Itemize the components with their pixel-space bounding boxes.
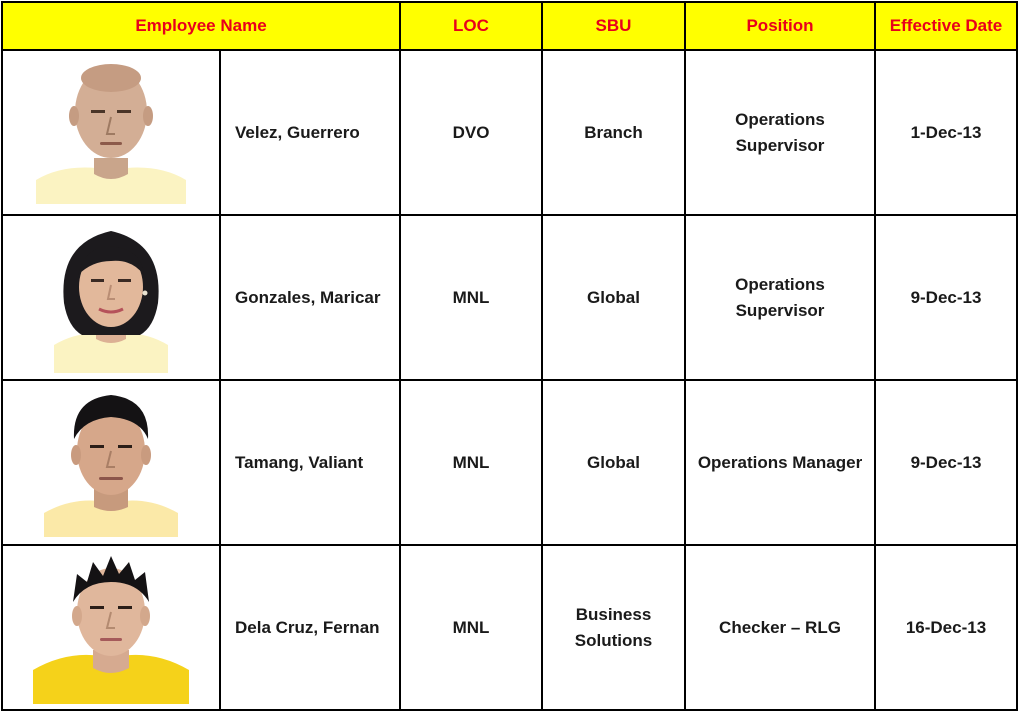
employee-photo <box>36 223 186 373</box>
loc-cell: MNL <box>400 215 542 380</box>
employee-photo <box>36 389 186 537</box>
photo-cell <box>2 50 220 215</box>
loc-cell: DVO <box>400 50 542 215</box>
sbu-cell <box>542 50 685 215</box>
table-row <box>2 380 1017 545</box>
position-line: Operations Manager <box>697 452 863 472</box>
sbu-cell <box>542 380 685 545</box>
sbu-cell <box>542 215 685 380</box>
table-row <box>2 50 1017 215</box>
sbu-line: Global <box>587 452 640 472</box>
position-line: Checker – RLG <box>719 617 841 637</box>
employee-name: Dela Cruz, Fernan <box>220 545 400 710</box>
header-position: Position <box>685 2 875 50</box>
table-row <box>2 545 1017 710</box>
photo-cell <box>2 215 220 380</box>
employee-name: Tamang, Valiant <box>220 380 400 545</box>
effective-date-cell: 9-Dec-13 <box>875 380 1017 545</box>
sbu-cell <box>542 545 685 710</box>
header-effective-date: Effective Date <box>875 2 1017 50</box>
employee-photo <box>36 62 186 204</box>
position-cell <box>685 50 875 215</box>
effective-date-cell: 1-Dec-13 <box>875 50 1017 215</box>
employee-roster-table <box>1 1 1018 711</box>
header-loc: LOC <box>400 2 542 50</box>
employee-name: Gonzales, Maricar <box>220 215 400 380</box>
sbu-line: Branch <box>584 122 643 142</box>
sbu-line: Business <box>575 604 652 624</box>
table-row <box>2 215 1017 380</box>
position-cell <box>685 215 875 380</box>
header-employee-name: Employee Name <box>2 2 400 50</box>
sbu-line: Solutions <box>574 630 653 650</box>
sbu-line: Global <box>587 287 640 307</box>
header-row <box>2 2 1017 50</box>
position-line: Operations <box>735 274 825 294</box>
photo-cell <box>2 380 220 545</box>
effective-date-cell: 16-Dec-13 <box>875 545 1017 710</box>
loc-cell: MNL <box>400 380 542 545</box>
position-line: Supervisor <box>735 300 825 320</box>
position-cell <box>685 545 875 710</box>
effective-date-cell: 9-Dec-13 <box>875 215 1017 380</box>
position-line: Operations <box>735 109 825 129</box>
position-line: Supervisor <box>735 135 825 155</box>
employee-name: Velez, Guerrero <box>220 50 400 215</box>
photo-cell <box>2 545 220 710</box>
header-sbu: SBU <box>542 2 685 50</box>
loc-cell: MNL <box>400 545 542 710</box>
employee-photo <box>33 552 189 704</box>
position-cell <box>685 380 875 545</box>
